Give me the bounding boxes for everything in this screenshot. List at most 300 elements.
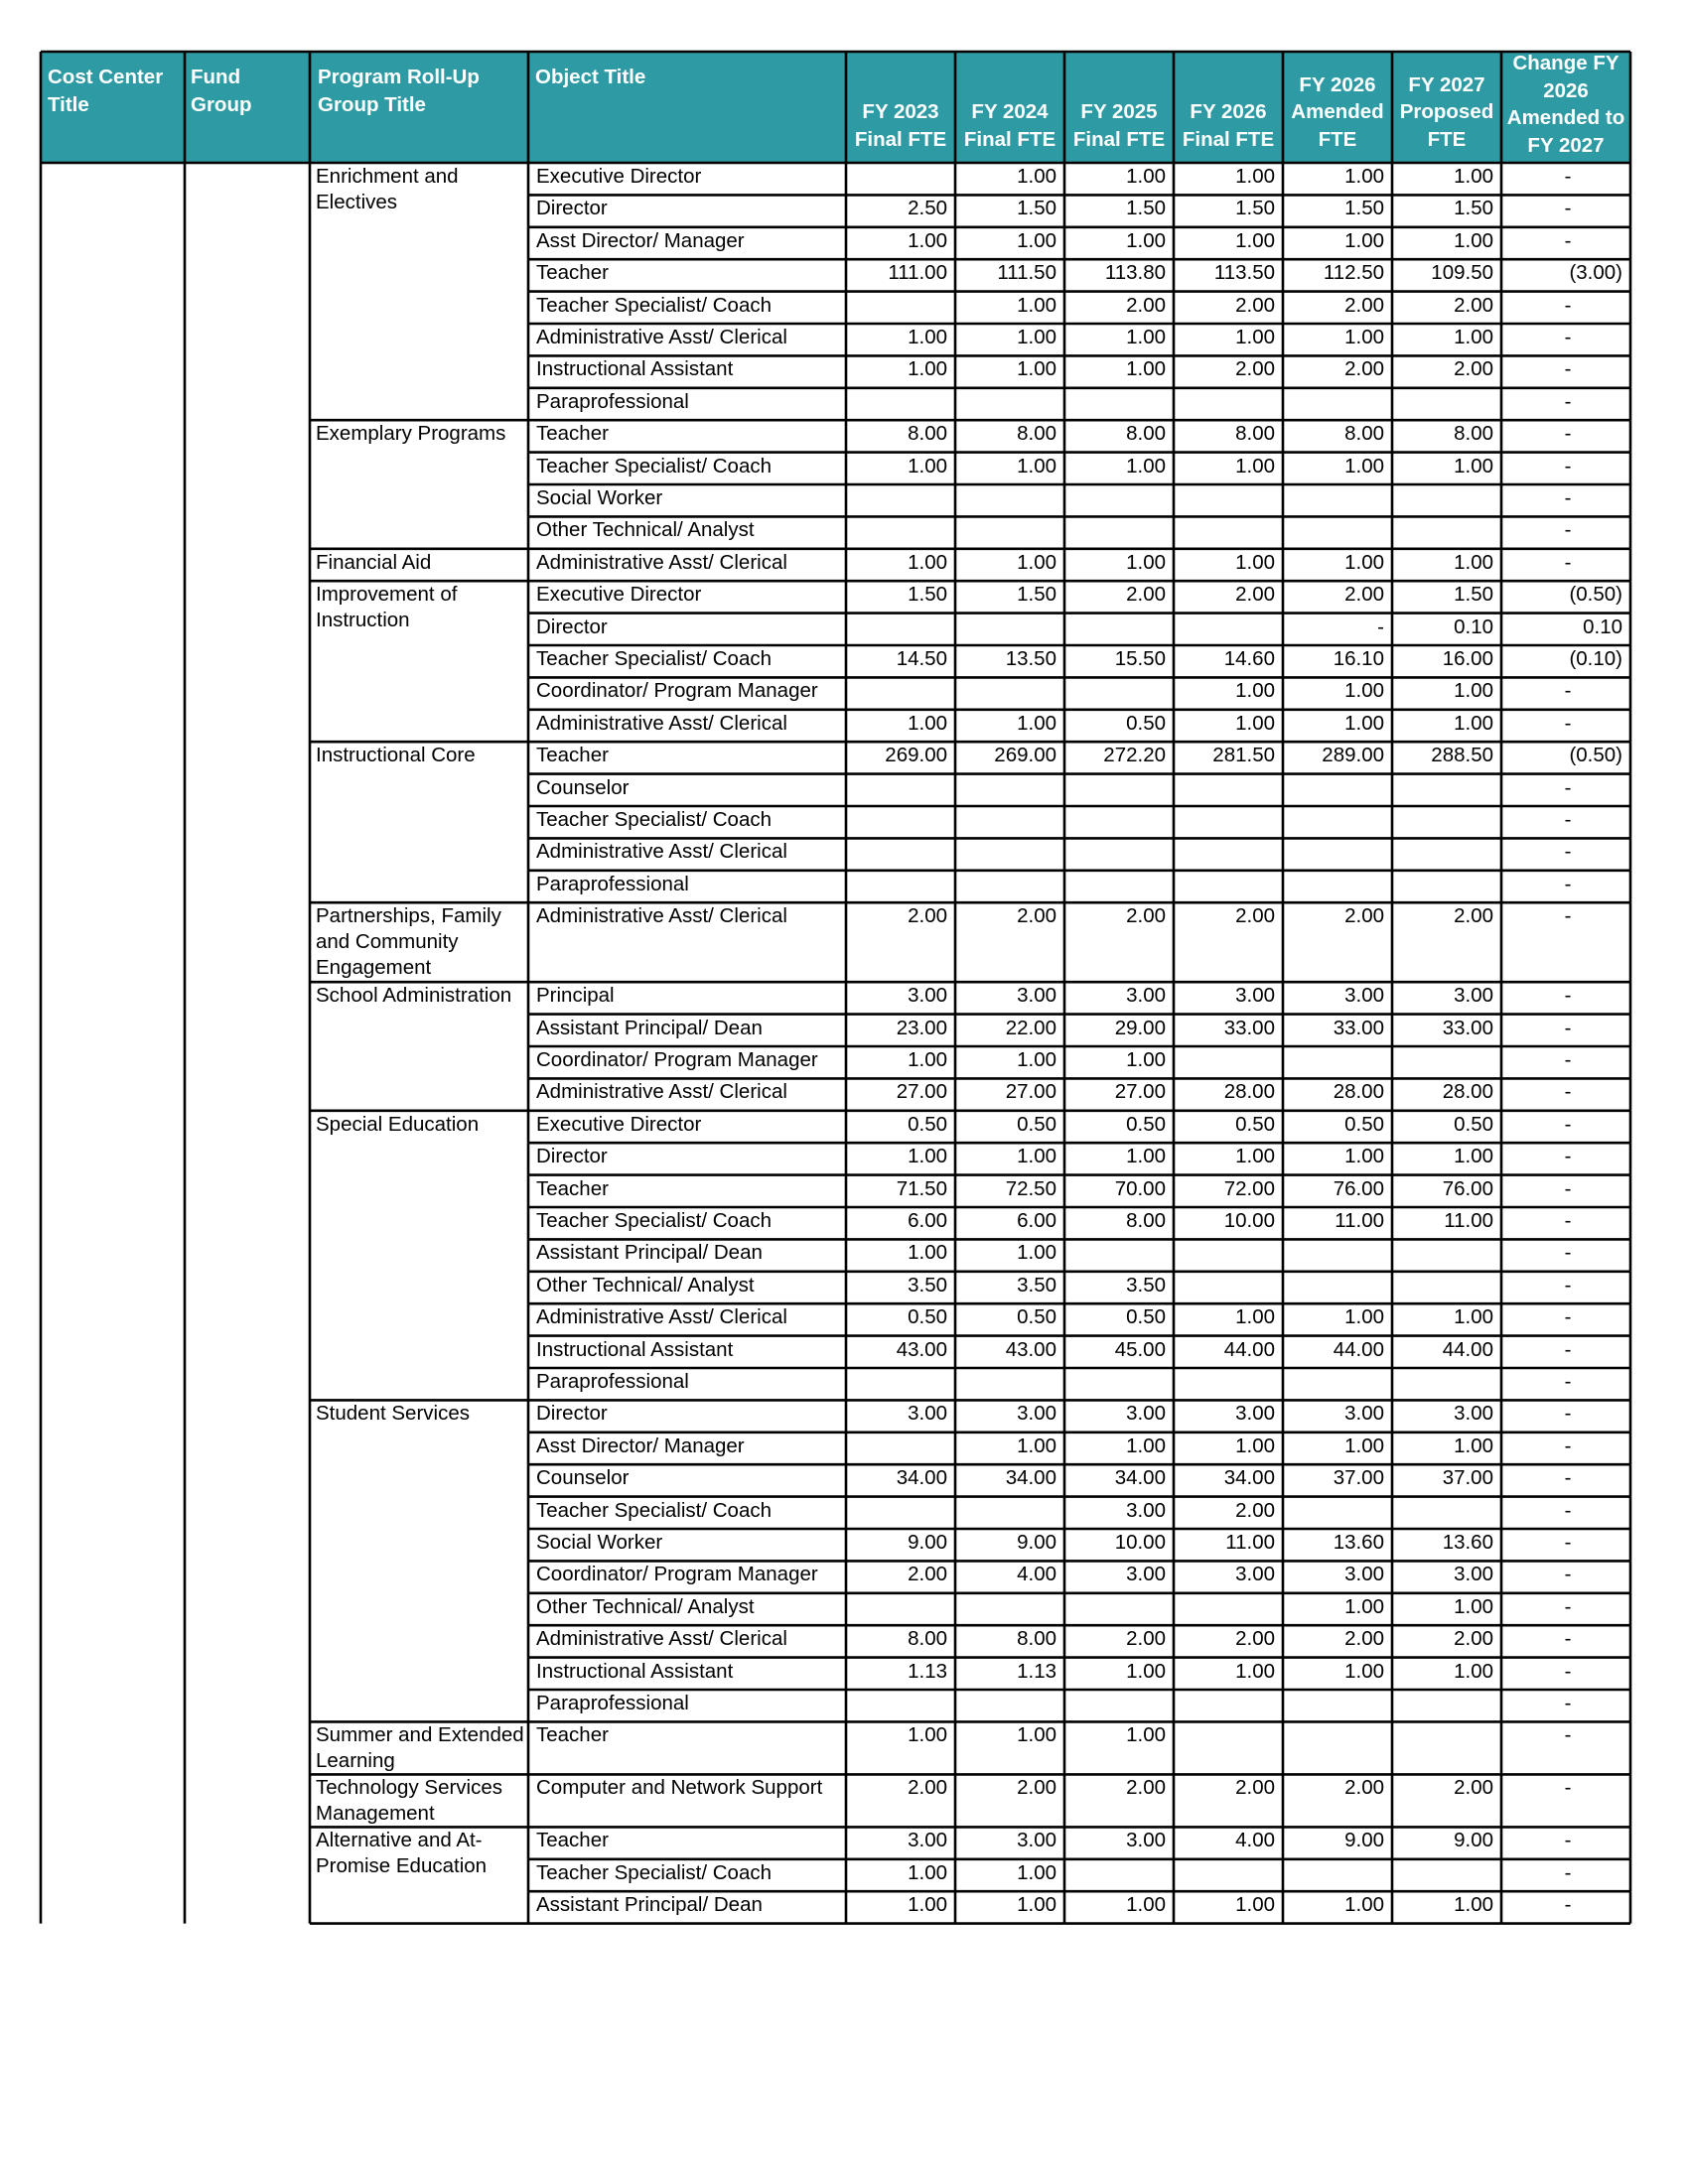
fte-value-cell: 1.00 xyxy=(1126,357,1166,381)
fte-value-cell: - xyxy=(1564,872,1572,895)
object-title-cell: Teacher xyxy=(536,1829,609,1852)
fte-value-cell: 8.00 xyxy=(1344,422,1384,446)
fte-value-cell: 2.00 xyxy=(1235,293,1275,317)
object-title-cell: Instructional Assistant xyxy=(536,1659,734,1683)
fte-value-cell: - xyxy=(1564,1563,1572,1586)
fte-value-cell: 1.00 xyxy=(1126,550,1166,574)
fte-value-cell: 3.50 xyxy=(1017,1273,1056,1297)
object-title-cell: Administrative Asst/ Clerical xyxy=(536,1305,787,1329)
fte-value-cell: 2.00 xyxy=(908,904,947,928)
fte-value-cell: - xyxy=(1564,1893,1572,1917)
fte-value-cell: 4.00 xyxy=(1235,1829,1275,1852)
header-object-title: Object Title xyxy=(535,66,646,88)
header-fund-group: Fund Group xyxy=(191,66,252,116)
fte-value-cell: 8.00 xyxy=(908,1627,947,1651)
fte-value-cell: 0.50 xyxy=(1017,1112,1056,1136)
fte-value-cell: 1.50 xyxy=(1126,197,1166,220)
fte-value-cell: 1.00 xyxy=(1344,1594,1384,1618)
fte-value-cell: 71.50 xyxy=(896,1176,947,1200)
fte-value-cell: 76.00 xyxy=(1333,1176,1384,1200)
fte-value-cell: 2.00 xyxy=(1017,1776,1056,1800)
fte-value-cell: 1.00 xyxy=(1454,1305,1493,1329)
fte-value-cell: - xyxy=(1564,1337,1572,1361)
object-title-cell: Assistant Principal/ Dean xyxy=(536,1241,763,1265)
fte-value-cell: - xyxy=(1564,326,1572,348)
fte-value-cell: - xyxy=(1564,1723,1572,1747)
fte-value-cell: 9.00 xyxy=(908,1531,947,1554)
program-group-title: School Administration xyxy=(316,984,512,1008)
object-title-cell: Teacher Specialist/ Coach xyxy=(536,454,773,478)
fte-value-cell: 112.50 xyxy=(1323,261,1384,285)
fte-value-cell: 2.00 xyxy=(1126,1627,1166,1651)
header-fy2023: FY 2023 Final FTE xyxy=(854,100,947,151)
fte-value-cell: 1.00 xyxy=(1126,1893,1166,1917)
fte-value-cell: 1.00 xyxy=(1017,1433,1056,1457)
fte-value-cell: - xyxy=(1564,679,1572,703)
fte-value-cell: 1.00 xyxy=(1235,165,1275,188)
object-title-cell: Teacher Specialist/ Coach xyxy=(536,1209,773,1232)
object-title-cell: Executive Director xyxy=(536,583,702,607)
fte-value-cell: 1.00 xyxy=(1235,228,1275,252)
fte-value-cell: - xyxy=(1564,1305,1572,1329)
fte-value-cell: 2.00 xyxy=(1126,904,1166,928)
fte-value-cell: 10.00 xyxy=(1114,1531,1166,1554)
fte-value-cell: 1.50 xyxy=(908,583,947,607)
fte-value-cell: 1.00 xyxy=(1344,679,1384,703)
object-title-cell: Administrative Asst/ Clerical xyxy=(536,840,787,864)
fte-value-cell: 1.00 xyxy=(908,1145,947,1168)
object-title-cell: Principal xyxy=(536,984,615,1008)
object-title-cell: Teacher xyxy=(536,261,609,285)
fte-value-cell: 1.00 xyxy=(1454,1145,1493,1168)
program-group-title: Alternative and At-Promise Education xyxy=(316,1829,488,1878)
fte-value-cell: - xyxy=(1564,1860,1572,1884)
fte-value-cell: 76.00 xyxy=(1442,1176,1493,1200)
fte-value-cell: 0.50 xyxy=(1235,1112,1275,1136)
fte-value-cell: 1.00 xyxy=(1344,326,1384,348)
fte-value-cell: 3.00 xyxy=(908,984,947,1008)
fte-value-cell: - xyxy=(1564,1016,1572,1039)
fte-value-cell: 13.50 xyxy=(1005,647,1056,670)
fte-value-cell: - xyxy=(1564,389,1572,413)
fte-value-cell: 3.00 xyxy=(1126,1829,1166,1852)
fte-value-cell: 2.00 xyxy=(1235,583,1275,607)
fte-value-cell: 1.00 xyxy=(1344,711,1384,735)
fte-value-cell: - xyxy=(1564,454,1572,478)
fte-value-cell: 1.00 xyxy=(1454,326,1493,348)
object-title-cell: Administrative Asst/ Clerical xyxy=(536,711,787,735)
fte-value-cell: 8.00 xyxy=(1017,1627,1056,1651)
fte-value-cell: 0.50 xyxy=(1344,1112,1384,1136)
fte-value-cell: 1.00 xyxy=(908,1048,947,1071)
fte-value-cell: 1.00 xyxy=(1126,1659,1166,1683)
fte-value-cell: 28.00 xyxy=(1442,1080,1493,1104)
object-title-cell: Other Technical/ Analyst xyxy=(536,1273,755,1297)
object-title-cell: Teacher xyxy=(536,1723,609,1747)
fte-value-cell: 2.00 xyxy=(1235,1627,1275,1651)
fte-value-cell: 1.00 xyxy=(1017,1241,1056,1265)
fte-value-cell: 1.00 xyxy=(1017,1860,1056,1884)
fte-value-cell: 1.00 xyxy=(1454,711,1493,735)
fte-value-cell: 3.00 xyxy=(1017,984,1056,1008)
fte-value-cell: - xyxy=(1564,840,1572,864)
fte-value-cell: 1.00 xyxy=(908,357,947,381)
fte-value-cell: 2.00 xyxy=(1344,357,1384,381)
object-title-cell: Director xyxy=(536,1145,608,1168)
fte-value-cell: 1.00 xyxy=(1017,165,1056,188)
fte-value-cell: 1.00 xyxy=(1454,679,1493,703)
object-title-cell: Coordinator/ Program Manager xyxy=(536,1563,818,1586)
fte-value-cell: 9.00 xyxy=(1017,1531,1056,1554)
fte-value-cell: 1.00 xyxy=(1126,1433,1166,1457)
fte-value-cell: 113.50 xyxy=(1213,261,1275,285)
object-title-cell: Coordinator/ Program Manager xyxy=(536,679,818,703)
fte-value-cell: 16.00 xyxy=(1442,647,1493,670)
fte-value-cell: 0.10 xyxy=(1454,614,1493,638)
fte-value-cell: 1.00 xyxy=(908,454,947,478)
fte-value-cell: 0.50 xyxy=(1126,1305,1166,1329)
fte-value-cell: 28.00 xyxy=(1333,1080,1384,1104)
fte-value-cell: 113.80 xyxy=(1104,261,1166,285)
program-group-title: Special Education xyxy=(316,1112,480,1136)
fte-value-cell: - xyxy=(1564,1048,1572,1071)
fte-value-cell: 1.00 xyxy=(1454,1659,1493,1683)
fte-value-cell: 2.00 xyxy=(1235,357,1275,381)
program-group-title: Instructional Core xyxy=(316,744,476,767)
fte-value-cell: 43.00 xyxy=(1005,1337,1056,1361)
program-group-title: Improvement of Instruction xyxy=(316,583,458,632)
object-title-cell: Executive Director xyxy=(536,1112,702,1136)
fte-value-cell: 1.00 xyxy=(1017,1048,1056,1071)
fte-value-cell: 27.00 xyxy=(1005,1080,1056,1104)
object-title-cell: Administrative Asst/ Clerical xyxy=(536,1080,787,1104)
fte-value-cell: 13.60 xyxy=(1442,1531,1493,1554)
object-title-cell: Other Technical/ Analyst xyxy=(536,518,755,542)
fte-value-cell: 2.00 xyxy=(908,1776,947,1800)
fte-value-cell: 16.10 xyxy=(1333,647,1384,670)
fte-value-cell: - xyxy=(1564,197,1572,220)
fte-value-cell: 44.00 xyxy=(1223,1337,1275,1361)
fte-value-cell: 1.00 xyxy=(1235,550,1275,574)
object-title-cell: Assistant Principal/ Dean xyxy=(536,1893,763,1917)
fte-value-cell: 1.00 xyxy=(1126,1048,1166,1071)
fte-value-cell: 1.00 xyxy=(1344,1305,1384,1329)
fte-value-cell: 3.00 xyxy=(1126,1563,1166,1586)
fte-value-cell: 3.50 xyxy=(908,1273,947,1297)
fte-value-cell: 1.00 xyxy=(908,1723,947,1747)
fte-value-cell: 3.00 xyxy=(1235,984,1275,1008)
fte-value-cell: 3.00 xyxy=(1344,1402,1384,1426)
fte-value-cell: 1.50 xyxy=(1454,583,1493,607)
fte-value-cell: 3.00 xyxy=(1126,1402,1166,1426)
fte-value-cell: 22.00 xyxy=(1005,1016,1056,1039)
fte-value-cell: - xyxy=(1564,1112,1572,1136)
fte-value-cell: 4.00 xyxy=(1017,1563,1056,1586)
fte-value-cell: 14.60 xyxy=(1223,647,1275,670)
fte-value-cell: 2.00 xyxy=(1454,1776,1493,1800)
fte-value-cell: 1.00 xyxy=(1235,454,1275,478)
object-title-cell: Paraprofessional xyxy=(536,1370,689,1393)
fte-value-cell: 1.00 xyxy=(1126,1723,1166,1747)
fte-value-cell: 8.00 xyxy=(908,422,947,446)
object-title-cell: Counselor xyxy=(536,775,630,799)
program-group-title: Financial Aid xyxy=(316,550,432,574)
object-title-cell: Teacher xyxy=(536,744,609,767)
header-fy2024: FY 2024 Final FTE xyxy=(963,100,1056,151)
fte-value-cell: - xyxy=(1564,293,1572,317)
object-title-cell: Administrative Asst/ Clerical xyxy=(536,1627,787,1651)
fte-value-cell: 2.00 xyxy=(1454,357,1493,381)
fte-value-cell: 1.00 xyxy=(908,711,947,735)
fte-value-cell: 2.00 xyxy=(1235,1498,1275,1522)
object-title-cell: Director xyxy=(536,197,608,220)
fte-value-cell: - xyxy=(1564,808,1572,831)
fte-value-cell: 3.50 xyxy=(1126,1273,1166,1297)
fte-value-cell: 2.00 xyxy=(1235,904,1275,928)
fte-value-cell: 1.00 xyxy=(1454,1893,1493,1917)
fte-value-cell: 0.10 xyxy=(1583,614,1622,638)
header-change: Change FY 2026 Amended to FY 2027 xyxy=(1506,52,1625,157)
object-title-cell: Teacher xyxy=(536,422,609,446)
fte-value-cell: - xyxy=(1564,550,1572,574)
fte-value-cell: 72.50 xyxy=(1005,1176,1056,1200)
fte-value-cell: 1.00 xyxy=(1126,165,1166,188)
header-fy2027-proposed: FY 2027 Proposed FTE xyxy=(1399,72,1494,151)
fte-value-cell: 37.00 xyxy=(1442,1466,1493,1490)
fte-value-cell: 1.00 xyxy=(1235,326,1275,348)
fte-value-cell: - xyxy=(1564,1829,1572,1852)
fte-value-cell: 43.00 xyxy=(896,1337,947,1361)
fte-value-cell: 3.00 xyxy=(1454,1402,1493,1426)
fte-value-cell: 11.00 xyxy=(1444,1209,1493,1232)
fte-value-cell: 1.00 xyxy=(1017,711,1056,735)
fte-value-cell: 0.50 xyxy=(1454,1112,1493,1136)
fte-value-cell: 1.00 xyxy=(908,1860,947,1884)
fte-value-cell: - xyxy=(1564,1433,1572,1457)
fte-value-cell: 70.00 xyxy=(1114,1176,1166,1200)
object-title-cell: Paraprofessional xyxy=(536,1692,689,1714)
fte-value-cell: 2.00 xyxy=(1126,293,1166,317)
fte-value-cell: 281.50 xyxy=(1212,744,1275,767)
fte-value-cell: 1.00 xyxy=(1344,454,1384,478)
fte-value-cell: 2.00 xyxy=(1126,1776,1166,1800)
fte-value-cell: 2.00 xyxy=(1344,293,1384,317)
fte-value-cell: 0.50 xyxy=(908,1112,947,1136)
fte-value-cell: 8.00 xyxy=(1126,1209,1166,1232)
fte-value-cell: - xyxy=(1564,1402,1572,1426)
fte-value-cell: 1.00 xyxy=(1454,550,1493,574)
fte-value-cell: 2.00 xyxy=(908,1563,947,1586)
fte-value-cell: - xyxy=(1564,486,1572,509)
fte-value-cell: 45.00 xyxy=(1114,1337,1166,1361)
fte-value-cell: 1.00 xyxy=(1454,454,1493,478)
object-title-cell: Computer and Network Support xyxy=(536,1776,823,1800)
fte-value-cell: 1.00 xyxy=(1344,1893,1384,1917)
fte-value-cell: 1.00 xyxy=(1017,228,1056,252)
fte-value-cell: 34.00 xyxy=(1005,1466,1056,1490)
fte-value-cell: 33.00 xyxy=(1223,1016,1275,1039)
fte-value-cell: 3.00 xyxy=(1235,1563,1275,1586)
fte-value-cell: 2.00 xyxy=(1235,1776,1275,1800)
fte-value-cell: - xyxy=(1564,422,1572,446)
fte-value-cell: 8.00 xyxy=(1126,422,1166,446)
fte-value-cell: - xyxy=(1377,614,1384,638)
fte-value-cell: 1.00 xyxy=(1126,1145,1166,1168)
fte-value-cell: 111.50 xyxy=(997,261,1056,285)
fte-value-cell: 10.00 xyxy=(1223,1209,1275,1232)
fte-value-cell: - xyxy=(1564,1273,1572,1297)
fte-value-cell: 23.00 xyxy=(896,1016,947,1039)
fte-value-cell: 1.00 xyxy=(1344,1659,1384,1683)
fte-value-cell: 1.00 xyxy=(1454,1594,1493,1618)
fte-value-cell: 1.00 xyxy=(1235,1305,1275,1329)
fte-value-cell: 0.50 xyxy=(1017,1305,1056,1329)
fte-value-cell: 1.00 xyxy=(908,1893,947,1917)
fte-value-cell: 33.00 xyxy=(1333,1016,1384,1039)
fte-value-cell: 1.00 xyxy=(1235,1893,1275,1917)
fte-value-cell: 33.00 xyxy=(1442,1016,1493,1039)
fte-value-cell: 2.00 xyxy=(1344,1627,1384,1651)
object-title-cell: Paraprofessional xyxy=(536,389,689,413)
fte-value-cell: 29.00 xyxy=(1114,1016,1166,1039)
fte-value-cell: 3.00 xyxy=(908,1402,947,1426)
fte-value-cell: 1.00 xyxy=(1344,1433,1384,1457)
fte-value-cell: 6.00 xyxy=(1017,1209,1056,1232)
fte-value-cell: 27.00 xyxy=(1114,1080,1166,1104)
fte-value-cell: 44.00 xyxy=(1333,1337,1384,1361)
header-fy2026-amended: FY 2026 Amended FTE xyxy=(1291,72,1384,151)
fte-value-cell: 1.00 xyxy=(1235,1659,1275,1683)
fte-value-cell: 109.50 xyxy=(1431,261,1493,285)
fte-value-cell: 1.50 xyxy=(1235,197,1275,220)
fte-value-cell: 3.00 xyxy=(1235,1402,1275,1426)
object-title-cell: Director xyxy=(536,1402,608,1426)
object-title-cell: Social Worker xyxy=(536,486,663,509)
fte-value-cell: 2.50 xyxy=(908,197,947,220)
fte-value-cell: - xyxy=(1564,357,1572,381)
object-title-cell: Administrative Asst/ Clerical xyxy=(536,550,787,574)
program-group-title: Partnerships, Family and Community Engagement xyxy=(316,904,501,980)
fte-value-cell: 1.50 xyxy=(1017,583,1056,607)
fte-value-cell: 1.00 xyxy=(1126,326,1166,348)
program-group-title: Enrichment and Electives xyxy=(316,165,459,213)
fte-value-cell: 1.00 xyxy=(1126,454,1166,478)
header-fy2025: FY 2025 Final FTE xyxy=(1072,100,1166,151)
fte-value-cell: 8.00 xyxy=(1235,422,1275,446)
object-title-cell: Assistant Principal/ Dean xyxy=(536,1016,763,1039)
fte-value-cell: - xyxy=(1564,518,1572,542)
fte-value-cell: - xyxy=(1564,1241,1572,1265)
fte-value-cell: 9.00 xyxy=(1454,1829,1493,1852)
fte-value-cell: 13.60 xyxy=(1333,1531,1384,1554)
fte-value-cell: 3.00 xyxy=(1126,984,1166,1008)
fte-value-cell: 2.00 xyxy=(1126,583,1166,607)
fte-value-cell: 72.00 xyxy=(1223,1176,1275,1200)
object-title-cell: Administrative Asst/ Clerical xyxy=(536,904,787,928)
fte-value-cell: 44.00 xyxy=(1442,1337,1493,1361)
fte-value-cell: 15.50 xyxy=(1114,647,1166,670)
fte-value-cell: 27.00 xyxy=(896,1080,947,1104)
fte-value-cell: 288.50 xyxy=(1431,744,1493,767)
fte-value-cell: - xyxy=(1564,1692,1572,1714)
fte-value-cell: - xyxy=(1564,1209,1572,1232)
fte-value-cell: 3.00 xyxy=(1344,984,1384,1008)
object-title-cell: Director xyxy=(536,614,608,638)
fte-value-cell: 1.00 xyxy=(1017,357,1056,381)
fte-value-cell: 8.00 xyxy=(1017,422,1056,446)
fte-value-cell: 1.00 xyxy=(1017,1723,1056,1747)
fte-value-cell: 1.00 xyxy=(1344,165,1384,188)
program-group-title: Technology Services Management xyxy=(316,1776,503,1826)
fte-value-cell: 1.50 xyxy=(1344,197,1384,220)
fte-value-cell: (3.00) xyxy=(1569,261,1622,285)
fte-value-cell: 1.00 xyxy=(1454,165,1493,188)
program-group-title: Summer and Extended Learning xyxy=(316,1723,524,1773)
fte-value-cell: - xyxy=(1564,1594,1572,1618)
fte-value-cell: 2.00 xyxy=(1344,1776,1384,1800)
fte-value-cell: 0.50 xyxy=(1126,1112,1166,1136)
fte-value-cell: 269.00 xyxy=(994,744,1056,767)
fte-value-cell: 3.00 xyxy=(1017,1402,1056,1426)
fte-value-cell: 289.00 xyxy=(1322,744,1384,767)
fte-value-cell: 11.00 xyxy=(1225,1531,1275,1554)
fte-value-cell: - xyxy=(1564,775,1572,799)
fte-value-cell: 1.00 xyxy=(1017,293,1056,317)
fte-value-cell: 1.00 xyxy=(1017,326,1056,348)
fte-value-cell: 3.00 xyxy=(1454,1563,1493,1586)
object-title-cell: Social Worker xyxy=(536,1531,663,1554)
object-title-cell: Teacher Specialist/ Coach xyxy=(536,1498,773,1522)
fte-value-cell: 1.00 xyxy=(1126,228,1166,252)
object-title-cell: Instructional Assistant xyxy=(536,1337,734,1361)
fte-value-cell: 3.00 xyxy=(1126,1498,1166,1522)
fte-value-cell: 2.00 xyxy=(1344,904,1384,928)
fte-value-cell: - xyxy=(1564,228,1572,252)
fte-value-cell: 34.00 xyxy=(896,1466,947,1490)
fte-value-cell: - xyxy=(1564,1370,1572,1393)
fte-value-cell: 1.00 xyxy=(1235,711,1275,735)
fte-value-cell: 1.50 xyxy=(1454,197,1493,220)
fte-value-cell: 37.00 xyxy=(1333,1466,1384,1490)
object-title-cell: Teacher Specialist/ Coach xyxy=(536,293,773,317)
fte-value-cell: 34.00 xyxy=(1223,1466,1275,1490)
fte-value-cell: 8.00 xyxy=(1454,422,1493,446)
object-title-cell: Teacher Specialist/ Coach xyxy=(536,647,773,670)
fte-value-cell: - xyxy=(1564,1627,1572,1651)
fte-value-cell: - xyxy=(1564,1776,1572,1800)
fte-value-cell: - xyxy=(1564,1176,1572,1200)
program-group-title: Student Services xyxy=(316,1402,470,1426)
fte-value-cell: 2.00 xyxy=(1454,904,1493,928)
fte-value-cell: 3.00 xyxy=(1017,1829,1056,1852)
fte-value-cell: (0.10) xyxy=(1569,647,1622,670)
fte-value-cell: 269.00 xyxy=(885,744,947,767)
fte-value-cell: 1.00 xyxy=(1235,1433,1275,1457)
program-group-title: Exemplary Programs xyxy=(316,422,506,446)
object-title-cell: Asst Director/ Manager xyxy=(536,228,745,252)
fte-value-cell: 34.00 xyxy=(1114,1466,1166,1490)
fte-value-cell: (0.50) xyxy=(1569,583,1622,607)
object-title-cell: Teacher xyxy=(536,1176,609,1200)
fte-value-cell: 111.00 xyxy=(888,261,947,285)
fte-value-cell: 1.00 xyxy=(908,550,947,574)
fte-value-cell: 14.50 xyxy=(896,647,947,670)
fte-value-cell: 1.00 xyxy=(1344,228,1384,252)
fte-value-cell: - xyxy=(1564,711,1572,735)
fte-value-cell: 9.00 xyxy=(1344,1829,1384,1852)
fte-value-cell: 3.00 xyxy=(1454,984,1493,1008)
fte-value-cell: 1.00 xyxy=(1454,1433,1493,1457)
